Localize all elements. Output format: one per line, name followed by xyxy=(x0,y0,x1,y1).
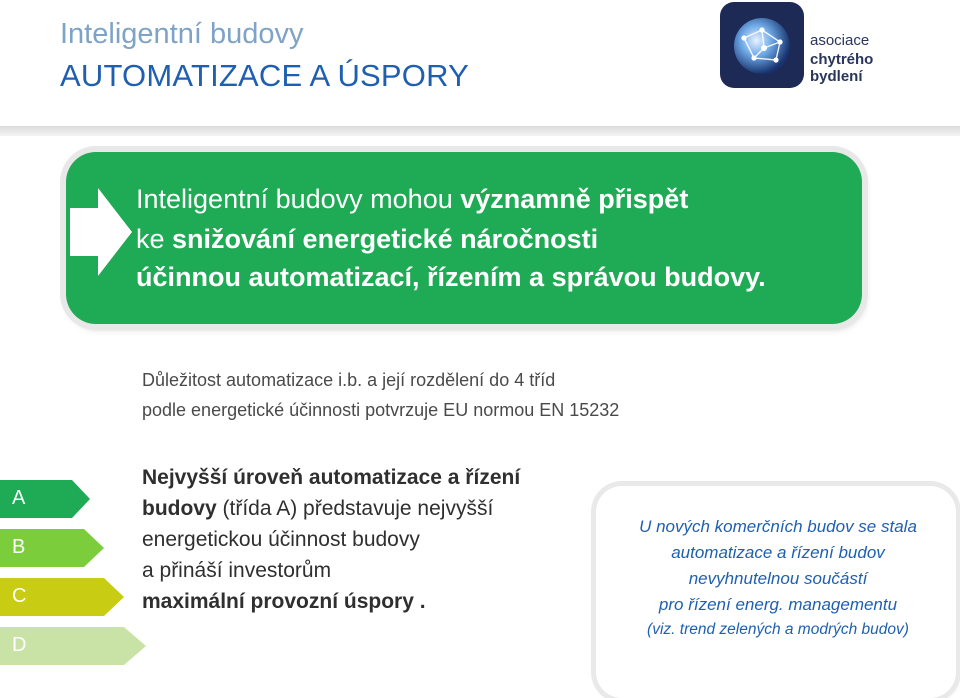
callout-line3: nevyhnutelnou součástí xyxy=(688,569,868,588)
banner-line-1 xyxy=(136,184,688,215)
banner-line3-bold: účinnou automatizací, řízením a správou budovy. xyxy=(136,262,766,292)
energy-class-d-label: D xyxy=(12,634,27,656)
main-line4: a přináší investorům xyxy=(142,559,332,582)
callout-line1: U nových komerčních budov se stala xyxy=(639,517,917,536)
banner-line1-bold: významně přispět xyxy=(460,184,689,214)
energy-class-c xyxy=(0,578,124,616)
main-line2-bold: budovy xyxy=(142,497,217,520)
banner-line-3 xyxy=(136,262,766,293)
main-line2-normal: (třída A) představuje nejvyšší xyxy=(216,497,494,520)
main-line1: Nejvyšší úroveň automatizace a řízení xyxy=(142,466,521,489)
energy-class-b-label: B xyxy=(12,536,26,558)
callout-line5: (viz. trend zelených a modrých budov) xyxy=(647,621,909,638)
main-line3: energetickou účinnost budovy xyxy=(142,528,420,551)
main-line5: maximální provozní úspory . xyxy=(142,590,426,613)
energy-class-b xyxy=(0,529,104,567)
callout-line4: pro řízení energ. managementu xyxy=(658,595,898,614)
info-text-line2: podle energetické účinnosti potvrzuje EU normou EN 15232 xyxy=(142,400,620,420)
main-description xyxy=(142,462,520,617)
banner-line1-normal: Inteligentní budovy mohou xyxy=(136,184,461,214)
energy-class-d xyxy=(0,627,146,665)
info-text-line1: Důležitost automatizace i.b. a její rozdělení do 4 tříd xyxy=(142,370,556,390)
association-logo xyxy=(720,2,930,88)
callout-line2: automatizace a řízení budov xyxy=(671,543,885,562)
energy-class-a xyxy=(0,480,90,518)
energy-class-c-label: C xyxy=(12,585,27,607)
logo-text-line2: chytrého bydlení xyxy=(810,51,874,85)
slide-subtitle: Inteligentní budovy xyxy=(60,18,304,50)
banner-line2-bold: snižování energetické náročnosti xyxy=(172,224,599,254)
banner-line-2 xyxy=(136,224,598,255)
logo-text-line1: asociace xyxy=(810,32,870,49)
header-divider xyxy=(0,126,960,136)
globe-network-icon xyxy=(720,2,804,88)
arrow-right-icon xyxy=(68,186,134,283)
banner-line2-normal: ke xyxy=(136,224,173,254)
energy-class-a-label: A xyxy=(12,487,26,509)
slide-title: AUTOMATIZACE A ÚSPORY xyxy=(60,58,470,93)
